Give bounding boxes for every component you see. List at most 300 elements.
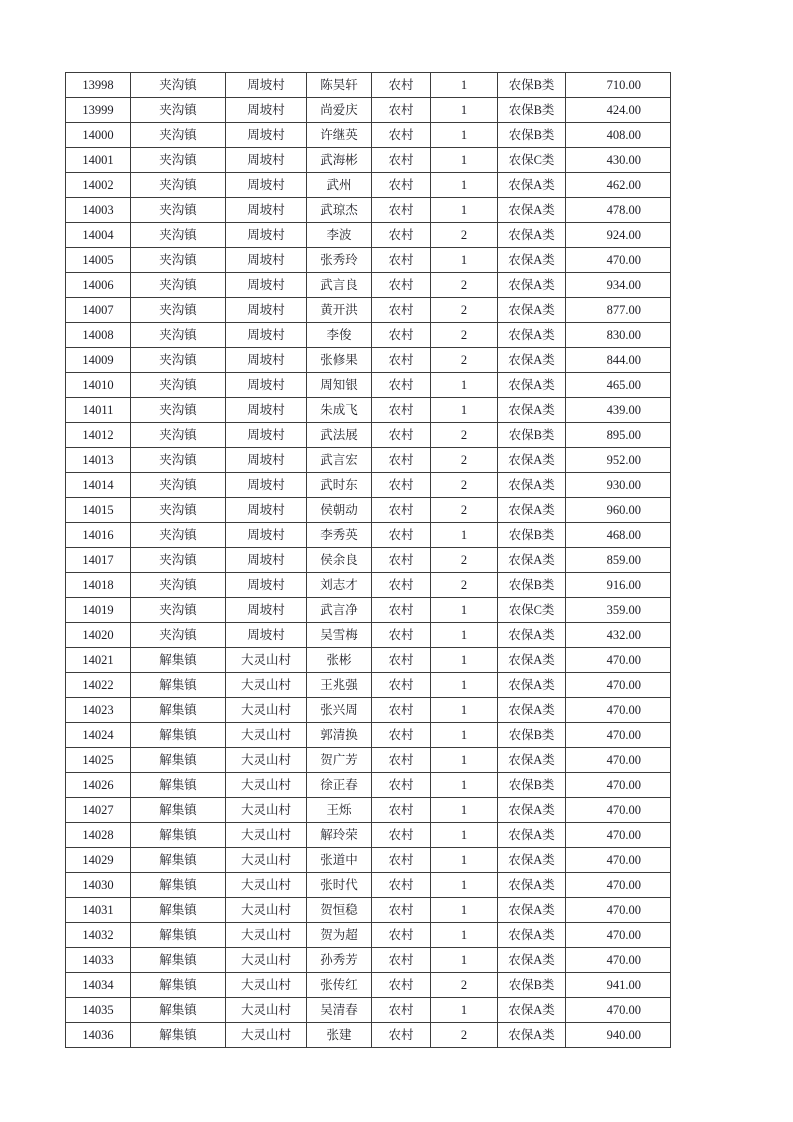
cell-residence: 农村: [372, 723, 431, 748]
cell-id: 14006: [66, 273, 131, 298]
cell-id: 14036: [66, 1023, 131, 1048]
cell-name: 武言良: [307, 273, 372, 298]
cell-amount: 430.00: [566, 148, 671, 173]
cell-amount: 924.00: [566, 223, 671, 248]
cell-id: 14029: [66, 848, 131, 873]
cell-village: 周坡村: [226, 198, 307, 223]
cell-village: 大灵山村: [226, 848, 307, 873]
cell-category: 农保A类: [498, 223, 566, 248]
cell-amount: 877.00: [566, 298, 671, 323]
cell-town: 解集镇: [131, 698, 226, 723]
cell-amount: 859.00: [566, 548, 671, 573]
cell-village: 周坡村: [226, 323, 307, 348]
cell-amount: 960.00: [566, 498, 671, 523]
cell-id: 14033: [66, 948, 131, 973]
cell-count: 1: [431, 73, 498, 98]
cell-name: 徐正春: [307, 773, 372, 798]
table-row: [66, 948, 671, 973]
cell-count: 1: [431, 698, 498, 723]
cell-category: 农保B类: [498, 98, 566, 123]
cell-amount: 934.00: [566, 273, 671, 298]
cell-id: 14022: [66, 673, 131, 698]
cell-name: 武时东: [307, 473, 372, 498]
cell-residence: 农村: [372, 648, 431, 673]
cell-residence: 农村: [372, 123, 431, 148]
cell-village: 周坡村: [226, 373, 307, 398]
cell-name: 张建: [307, 1023, 372, 1048]
cell-name: 武海彬: [307, 148, 372, 173]
cell-village: 周坡村: [226, 223, 307, 248]
cell-name: 侯余良: [307, 548, 372, 573]
cell-residence: 农村: [372, 448, 431, 473]
cell-village: 周坡村: [226, 548, 307, 573]
cell-count: 2: [431, 498, 498, 523]
cell-town: 解集镇: [131, 773, 226, 798]
cell-name: 李俊: [307, 323, 372, 348]
cell-name: 王兆强: [307, 673, 372, 698]
cell-town: 解集镇: [131, 748, 226, 773]
cell-category: 农保A类: [498, 623, 566, 648]
cell-residence: 农村: [372, 173, 431, 198]
cell-amount: 470.00: [566, 248, 671, 273]
cell-category: 农保A类: [498, 473, 566, 498]
cell-town: 夹沟镇: [131, 373, 226, 398]
cell-amount: 478.00: [566, 198, 671, 223]
cell-id: 14017: [66, 548, 131, 573]
cell-count: 1: [431, 748, 498, 773]
cell-name: 张秀玲: [307, 248, 372, 273]
table-row: [66, 673, 671, 698]
cell-count: 2: [431, 973, 498, 998]
cell-id: 14026: [66, 773, 131, 798]
cell-name: 刘志才: [307, 573, 372, 598]
cell-residence: 农村: [372, 73, 431, 98]
cell-id: 14011: [66, 398, 131, 423]
table-row: [66, 123, 671, 148]
cell-id: 14008: [66, 323, 131, 348]
cell-residence: 农村: [372, 998, 431, 1023]
cell-town: 夹沟镇: [131, 298, 226, 323]
cell-town: 夹沟镇: [131, 548, 226, 573]
cell-residence: 农村: [372, 423, 431, 448]
cell-id: 14018: [66, 573, 131, 598]
cell-residence: 农村: [372, 398, 431, 423]
cell-count: 1: [431, 798, 498, 823]
cell-residence: 农村: [372, 948, 431, 973]
cell-name: 许继英: [307, 123, 372, 148]
cell-village: 大灵山村: [226, 673, 307, 698]
cell-town: 解集镇: [131, 723, 226, 748]
cell-town: 夹沟镇: [131, 523, 226, 548]
cell-town: 解集镇: [131, 823, 226, 848]
cell-village: 大灵山村: [226, 748, 307, 773]
table-row: [66, 248, 671, 273]
cell-name: 侯朝动: [307, 498, 372, 523]
cell-town: 夹沟镇: [131, 123, 226, 148]
cell-town: 夹沟镇: [131, 173, 226, 198]
cell-amount: 941.00: [566, 973, 671, 998]
cell-count: 2: [431, 573, 498, 598]
cell-town: 夹沟镇: [131, 223, 226, 248]
table-row: [66, 398, 671, 423]
cell-count: 1: [431, 623, 498, 648]
cell-count: 2: [431, 323, 498, 348]
cell-amount: 470.00: [566, 998, 671, 1023]
table-row: [66, 423, 671, 448]
cell-id: 13998: [66, 73, 131, 98]
cell-name: 李波: [307, 223, 372, 248]
cell-residence: 农村: [372, 623, 431, 648]
cell-category: 农保A类: [498, 898, 566, 923]
cell-town: 夹沟镇: [131, 348, 226, 373]
cell-id: 14025: [66, 748, 131, 773]
cell-name: 武言宏: [307, 448, 372, 473]
cell-category: 农保A类: [498, 373, 566, 398]
cell-count: 1: [431, 823, 498, 848]
cell-amount: 710.00: [566, 73, 671, 98]
cell-residence: 农村: [372, 323, 431, 348]
table-row: [66, 548, 671, 573]
cell-residence: 农村: [372, 798, 431, 823]
cell-village: 周坡村: [226, 98, 307, 123]
cell-village: 大灵山村: [226, 648, 307, 673]
table-row: [66, 598, 671, 623]
cell-village: 周坡村: [226, 73, 307, 98]
cell-category: 农保A类: [498, 173, 566, 198]
cell-category: 农保A类: [498, 198, 566, 223]
cell-town: 解集镇: [131, 973, 226, 998]
cell-name: 朱成飞: [307, 398, 372, 423]
cell-village: 大灵山村: [226, 773, 307, 798]
table-row: [66, 723, 671, 748]
table-row: [66, 848, 671, 873]
cell-town: 解集镇: [131, 948, 226, 973]
cell-residence: 农村: [372, 548, 431, 573]
cell-village: 周坡村: [226, 498, 307, 523]
cell-count: 2: [431, 423, 498, 448]
cell-name: 黄开洪: [307, 298, 372, 323]
cell-residence: 农村: [372, 273, 431, 298]
cell-village: 周坡村: [226, 248, 307, 273]
table-row: [66, 698, 671, 723]
cell-residence: 农村: [372, 673, 431, 698]
cell-count: 2: [431, 348, 498, 373]
cell-category: 农保A类: [498, 398, 566, 423]
cell-residence: 农村: [372, 1023, 431, 1048]
table-row: [66, 623, 671, 648]
cell-count: 2: [431, 223, 498, 248]
cell-town: 夹沟镇: [131, 273, 226, 298]
cell-name: 武琼杰: [307, 198, 372, 223]
cell-amount: 432.00: [566, 623, 671, 648]
table-row: [66, 1023, 671, 1048]
cell-id: 14032: [66, 923, 131, 948]
cell-count: 2: [431, 1023, 498, 1048]
cell-category: 农保A类: [498, 848, 566, 873]
cell-town: 夹沟镇: [131, 448, 226, 473]
cell-id: 14015: [66, 498, 131, 523]
cell-amount: 844.00: [566, 348, 671, 373]
cell-id: 14012: [66, 423, 131, 448]
cell-village: 周坡村: [226, 348, 307, 373]
cell-category: 农保B类: [498, 573, 566, 598]
cell-village: 大灵山村: [226, 948, 307, 973]
cell-village: 周坡村: [226, 573, 307, 598]
cell-id: 14024: [66, 723, 131, 748]
cell-amount: 408.00: [566, 123, 671, 148]
cell-town: 夹沟镇: [131, 323, 226, 348]
cell-residence: 农村: [372, 823, 431, 848]
cell-town: 夹沟镇: [131, 623, 226, 648]
cell-name: 张兴周: [307, 698, 372, 723]
cell-town: 夹沟镇: [131, 598, 226, 623]
cell-town: 解集镇: [131, 798, 226, 823]
cell-id: 14004: [66, 223, 131, 248]
cell-category: 农保B类: [498, 423, 566, 448]
cell-town: 解集镇: [131, 648, 226, 673]
cell-town: 夹沟镇: [131, 398, 226, 423]
cell-category: 农保A类: [498, 823, 566, 848]
cell-count: 1: [431, 923, 498, 948]
cell-category: 农保A类: [498, 923, 566, 948]
cell-name: 贺恒稳: [307, 898, 372, 923]
cell-id: 13999: [66, 98, 131, 123]
cell-count: 2: [431, 298, 498, 323]
cell-name: 周知银: [307, 373, 372, 398]
cell-village: 周坡村: [226, 173, 307, 198]
cell-count: 1: [431, 173, 498, 198]
cell-amount: 470.00: [566, 723, 671, 748]
cell-town: 解集镇: [131, 923, 226, 948]
cell-name: 解玲荣: [307, 823, 372, 848]
cell-category: 农保A类: [498, 548, 566, 573]
cell-village: 周坡村: [226, 448, 307, 473]
cell-residence: 农村: [372, 348, 431, 373]
cell-residence: 农村: [372, 373, 431, 398]
cell-id: 14021: [66, 648, 131, 673]
cell-village: 大灵山村: [226, 698, 307, 723]
cell-id: 14014: [66, 473, 131, 498]
cell-village: 周坡村: [226, 298, 307, 323]
cell-residence: 农村: [372, 523, 431, 548]
cell-id: 14002: [66, 173, 131, 198]
cell-town: 夹沟镇: [131, 148, 226, 173]
cell-amount: 470.00: [566, 648, 671, 673]
cell-id: 14000: [66, 123, 131, 148]
cell-residence: 农村: [372, 573, 431, 598]
cell-name: 王烁: [307, 798, 372, 823]
cell-amount: 470.00: [566, 773, 671, 798]
cell-amount: 439.00: [566, 398, 671, 423]
cell-amount: 470.00: [566, 873, 671, 898]
cell-category: 农保A类: [498, 1023, 566, 1048]
cell-amount: 462.00: [566, 173, 671, 198]
table-row: [66, 223, 671, 248]
cell-category: 农保A类: [498, 323, 566, 348]
table-row: [66, 648, 671, 673]
cell-category: 农保A类: [498, 273, 566, 298]
cell-id: 14020: [66, 623, 131, 648]
table-row: [66, 373, 671, 398]
cell-village: 大灵山村: [226, 898, 307, 923]
cell-count: 2: [431, 448, 498, 473]
cell-count: 1: [431, 398, 498, 423]
cell-id: 14007: [66, 298, 131, 323]
cell-count: 1: [431, 773, 498, 798]
cell-amount: 465.00: [566, 373, 671, 398]
cell-amount: 830.00: [566, 323, 671, 348]
cell-category: 农保B类: [498, 123, 566, 148]
cell-name: 武法展: [307, 423, 372, 448]
cell-town: 解集镇: [131, 848, 226, 873]
cell-id: 14009: [66, 348, 131, 373]
cell-category: 农保A类: [498, 348, 566, 373]
cell-residence: 农村: [372, 98, 431, 123]
cell-amount: 470.00: [566, 898, 671, 923]
cell-count: 1: [431, 123, 498, 148]
cell-village: 大灵山村: [226, 973, 307, 998]
cell-category: 农保A类: [498, 948, 566, 973]
table-row: [66, 573, 671, 598]
table-row: [66, 148, 671, 173]
cell-id: 14028: [66, 823, 131, 848]
cell-residence: 农村: [372, 598, 431, 623]
table-row: [66, 798, 671, 823]
cell-category: 农保A类: [498, 748, 566, 773]
cell-name: 吴雪梅: [307, 623, 372, 648]
cell-town: 夹沟镇: [131, 473, 226, 498]
cell-id: 14003: [66, 198, 131, 223]
cell-name: 李秀英: [307, 523, 372, 548]
cell-residence: 农村: [372, 473, 431, 498]
cell-count: 2: [431, 473, 498, 498]
cell-name: 贺为超: [307, 923, 372, 948]
table-row: [66, 923, 671, 948]
cell-category: 农保C类: [498, 598, 566, 623]
cell-village: 周坡村: [226, 398, 307, 423]
cell-id: 14031: [66, 898, 131, 923]
cell-category: 农保B类: [498, 523, 566, 548]
cell-village: 大灵山村: [226, 798, 307, 823]
table-row: [66, 523, 671, 548]
cell-village: 大灵山村: [226, 923, 307, 948]
cell-count: 1: [431, 373, 498, 398]
table-row: [66, 273, 671, 298]
cell-residence: 农村: [372, 498, 431, 523]
cell-count: 1: [431, 998, 498, 1023]
table-row: [66, 348, 671, 373]
cell-category: 农保A类: [498, 998, 566, 1023]
cell-village: 周坡村: [226, 123, 307, 148]
cell-category: 农保B类: [498, 973, 566, 998]
cell-count: 1: [431, 723, 498, 748]
table-row: [66, 173, 671, 198]
cell-name: 张道中: [307, 848, 372, 873]
cell-amount: 470.00: [566, 923, 671, 948]
cell-name: 张修果: [307, 348, 372, 373]
table-row: [66, 448, 671, 473]
cell-count: 2: [431, 548, 498, 573]
cell-id: 14023: [66, 698, 131, 723]
cell-village: 大灵山村: [226, 1023, 307, 1048]
cell-residence: 农村: [372, 298, 431, 323]
table-row: [66, 773, 671, 798]
cell-name: 陈昊轩: [307, 73, 372, 98]
cell-name: 郭清换: [307, 723, 372, 748]
cell-village: 周坡村: [226, 273, 307, 298]
cell-town: 夹沟镇: [131, 73, 226, 98]
table-row: [66, 73, 671, 98]
cell-id: 14010: [66, 373, 131, 398]
cell-count: 1: [431, 598, 498, 623]
cell-residence: 农村: [372, 223, 431, 248]
cell-residence: 农村: [372, 923, 431, 948]
cell-count: 1: [431, 873, 498, 898]
cell-category: 农保A类: [498, 448, 566, 473]
cell-id: 14016: [66, 523, 131, 548]
cell-residence: 农村: [372, 873, 431, 898]
cell-amount: 470.00: [566, 798, 671, 823]
cell-town: 夹沟镇: [131, 98, 226, 123]
cell-count: 1: [431, 898, 498, 923]
cell-amount: 470.00: [566, 823, 671, 848]
cell-count: 1: [431, 198, 498, 223]
cell-category: 农保A类: [498, 673, 566, 698]
cell-category: 农保A类: [498, 873, 566, 898]
cell-town: 夹沟镇: [131, 198, 226, 223]
table-row: [66, 898, 671, 923]
cell-village: 周坡村: [226, 598, 307, 623]
cell-category: 农保A类: [498, 798, 566, 823]
cell-village: 周坡村: [226, 423, 307, 448]
table-row: [66, 498, 671, 523]
cell-id: 14030: [66, 873, 131, 898]
cell-id: 14005: [66, 248, 131, 273]
cell-village: 大灵山村: [226, 723, 307, 748]
cell-name: 尚爱庆: [307, 98, 372, 123]
cell-category: 农保A类: [498, 648, 566, 673]
cell-village: 周坡村: [226, 623, 307, 648]
cell-amount: 952.00: [566, 448, 671, 473]
cell-name: 贺广芳: [307, 748, 372, 773]
cell-category: 农保B类: [498, 723, 566, 748]
cell-name: 武州: [307, 173, 372, 198]
cell-count: 1: [431, 248, 498, 273]
cell-town: 解集镇: [131, 673, 226, 698]
cell-amount: 470.00: [566, 948, 671, 973]
cell-town: 解集镇: [131, 998, 226, 1023]
cell-name: 吴清春: [307, 998, 372, 1023]
cell-name: 武言净: [307, 598, 372, 623]
table-row: [66, 998, 671, 1023]
cell-residence: 农村: [372, 248, 431, 273]
cell-town: 夹沟镇: [131, 498, 226, 523]
cell-town: 夹沟镇: [131, 423, 226, 448]
cell-count: 1: [431, 948, 498, 973]
cell-category: 农保A类: [498, 248, 566, 273]
cell-id: 14035: [66, 998, 131, 1023]
table-row: [66, 198, 671, 223]
cell-amount: 470.00: [566, 673, 671, 698]
cell-town: 解集镇: [131, 873, 226, 898]
cell-amount: 470.00: [566, 848, 671, 873]
cell-town: 解集镇: [131, 898, 226, 923]
cell-id: 14019: [66, 598, 131, 623]
table-row: [66, 873, 671, 898]
cell-category: 农保A类: [498, 298, 566, 323]
cell-amount: 470.00: [566, 748, 671, 773]
cell-village: 周坡村: [226, 473, 307, 498]
